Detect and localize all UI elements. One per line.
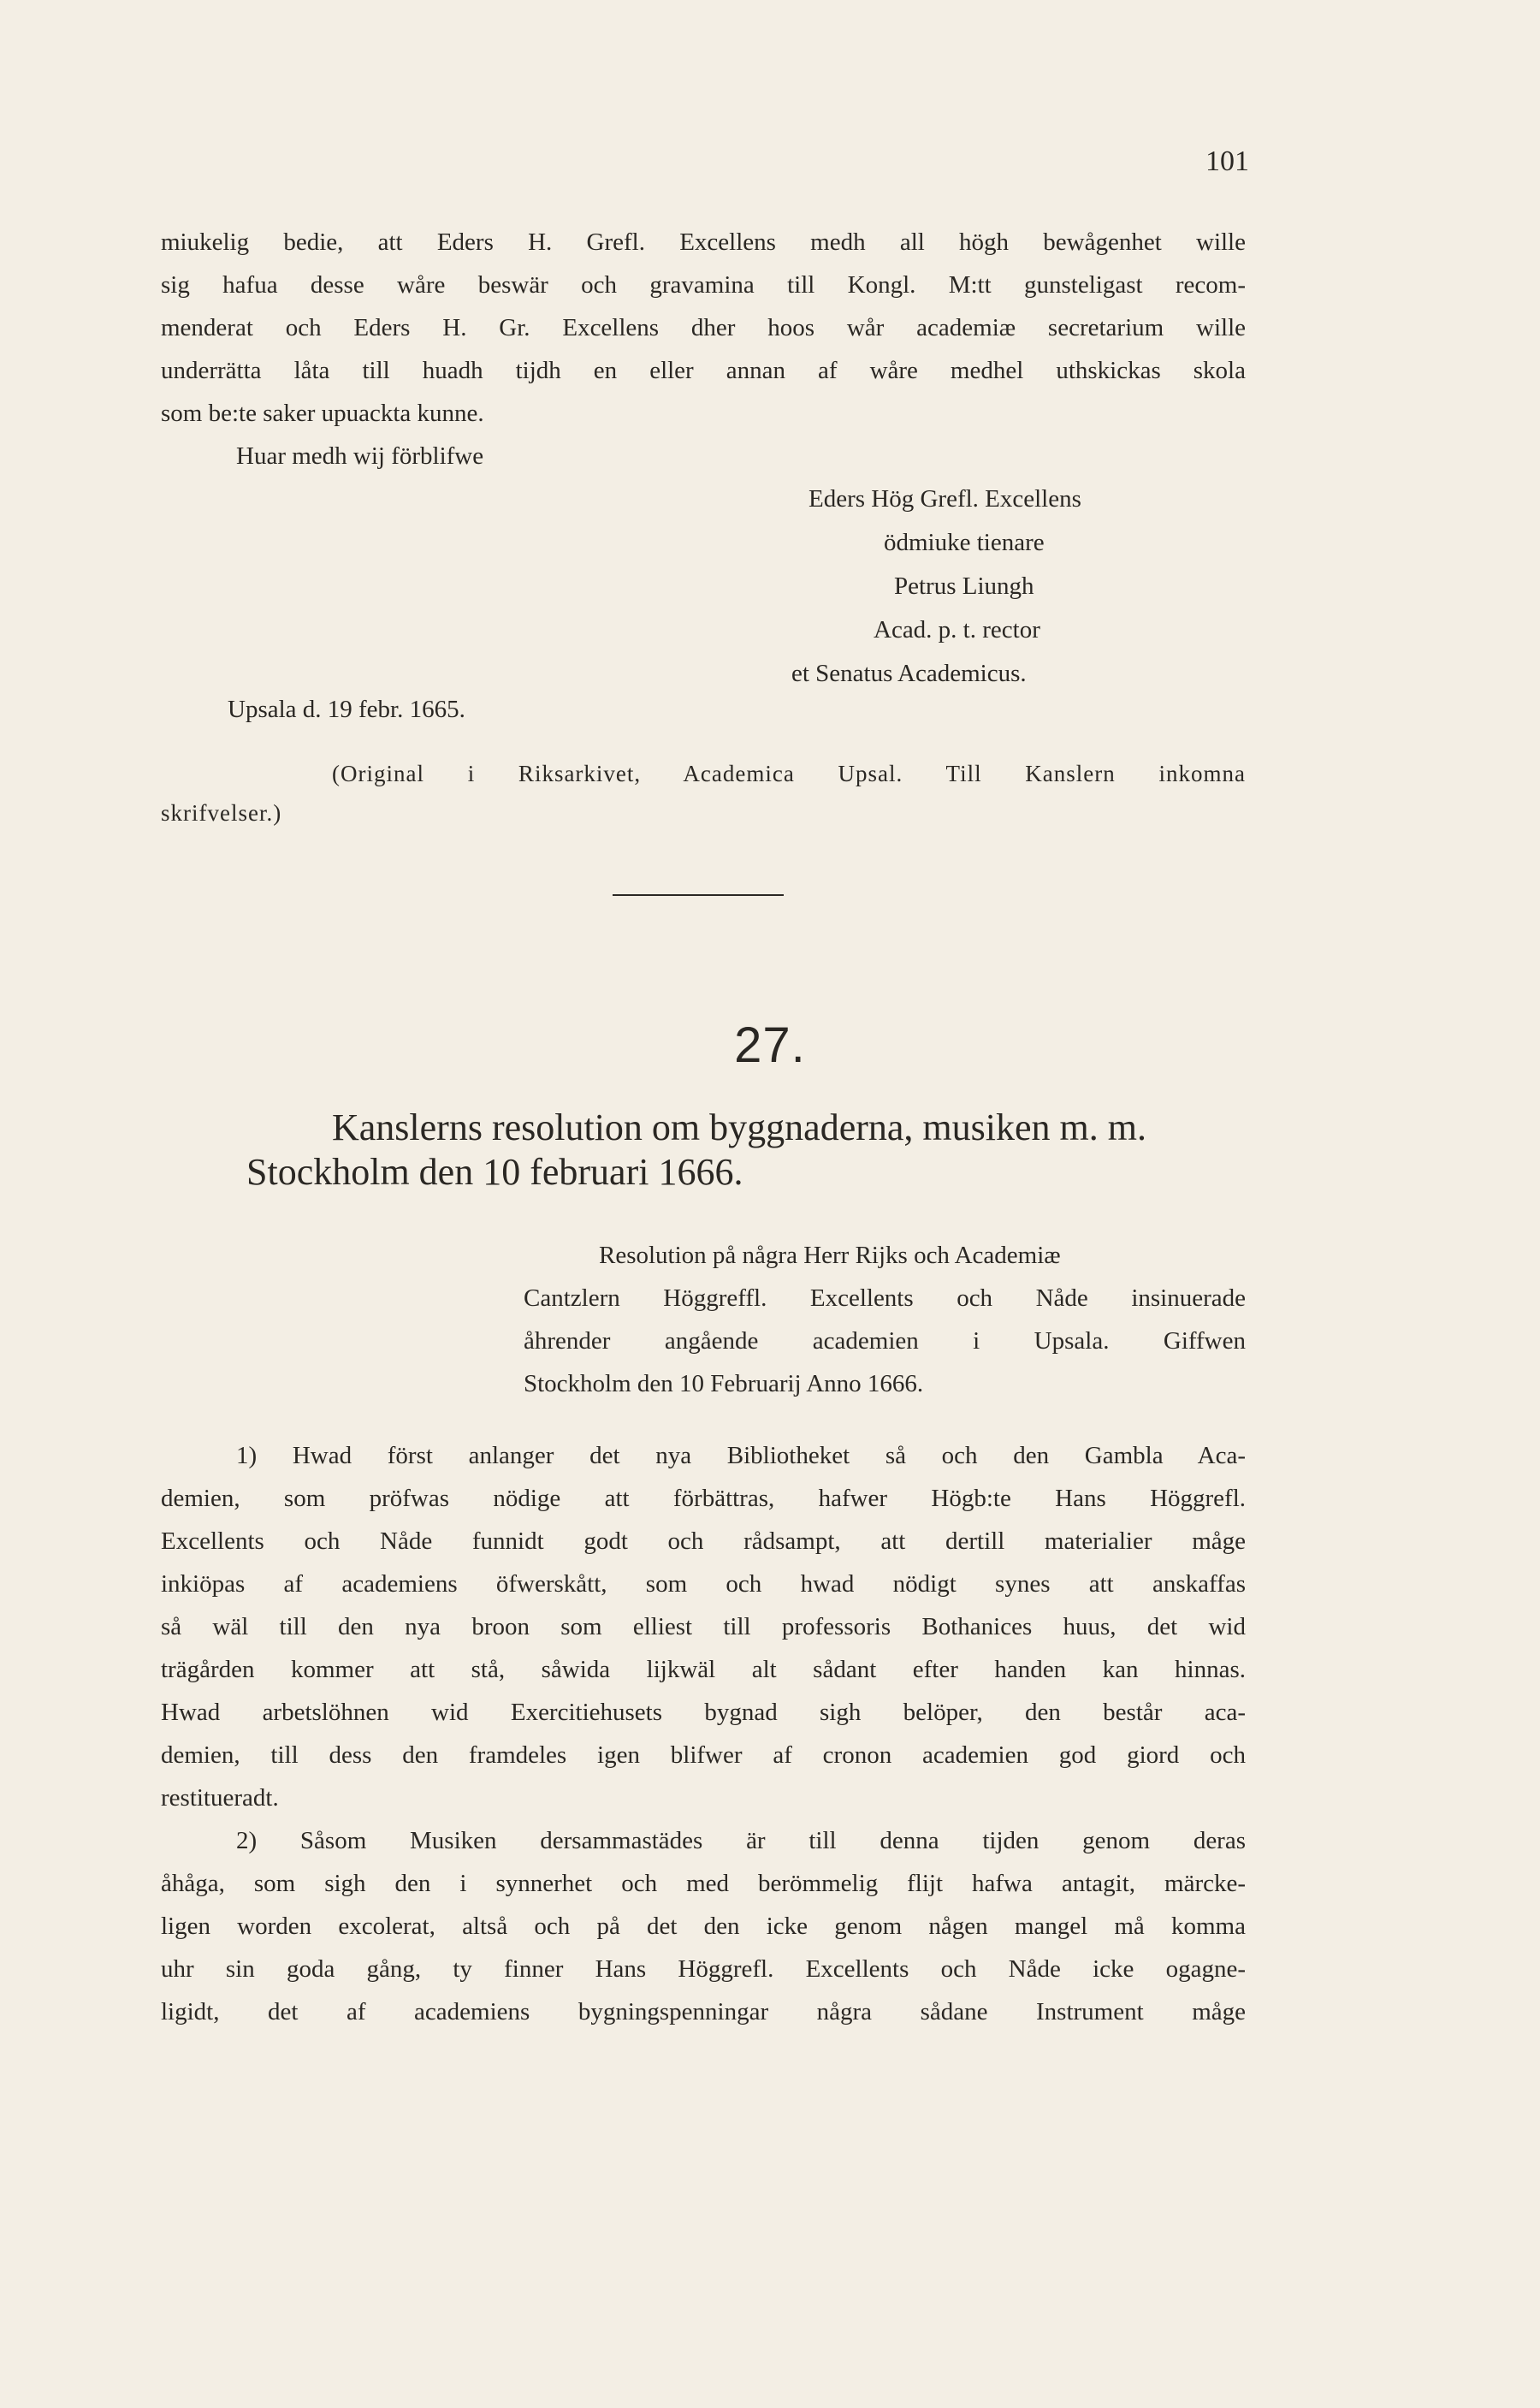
paragraph-2-line: ligidt, det af academiens bygningspenningar några sådane Instrument måge <box>161 1998 1246 2025</box>
text-line: underrätta låta till huadh tijdh en eller annan af wåre medhel uthskickas skola <box>161 357 1246 384</box>
title-line: Kanslerns resolution om byggnaderna, musiken m. m. <box>332 1106 1146 1148</box>
paragraph-1-line: trägården kommer att stå, såwida lijkwäl alt sådant efter handen kan hinnas. <box>161 1656 1246 1683</box>
headnote-line: Cantzlern Höggreffl. Excellents och Nåde insinuerade <box>524 1284 1246 1312</box>
signature-line: Eders Hög Grefl. Excellens <box>808 485 1081 513</box>
section-divider <box>613 894 784 896</box>
paragraph-1-line: demien, som pröfwas nödige att förbättras, hafwer Högb:te Hans Höggrefl. <box>161 1485 1246 1512</box>
signature-block <box>791 477 1081 696</box>
title-line: Stockholm den 10 februari 1666. <box>246 1151 743 1193</box>
paragraph-1-line: Hwad arbetslöhnen wid Exercitiehusets bygnad sigh belöper, den består aca- <box>161 1699 1246 1726</box>
document-title <box>246 1106 1246 1195</box>
paragraph-2-line: åhåga, som sigh den i synnerhet och med berömmelig flijt hafwa antagit, märcke- <box>161 1870 1246 1897</box>
headnote-line: åhrender angående academien i Upsala. Giffwen <box>524 1327 1246 1355</box>
resolution-body <box>161 1434 1246 2033</box>
headnote-line: Stockholm den 10 Februarij Anno 1666. <box>524 1370 924 1397</box>
place-date: Upsala d. 19 febr. 1665. <box>228 696 465 723</box>
headnote-line: Resolution på några Herr Rijks och Academiæ <box>599 1242 1061 1269</box>
paragraph-2-line: uhr sin goda gång, ty finner Hans Höggrefl. Excellents och Nåde icke ogagne- <box>161 1955 1246 1983</box>
paragraph-1-line: restitueradt. <box>161 1784 279 1812</box>
paragraph-1-line: demien, till dess den framdeles igen blifwer af cronon academien god giord och <box>161 1741 1246 1769</box>
closing-formula: Huar medh wij förblifwe <box>236 442 484 470</box>
text-line: som be:te saker upuackta kunne. <box>161 400 484 427</box>
paragraph-2-line: 2) Såsom Musiken dersammastädes är till denna tijden genom deras <box>236 1827 1246 1854</box>
text-line: sig hafua desse wåre beswär och gravamina till Kongl. M:tt gunsteligast recom- <box>161 271 1246 299</box>
signature-line: Acad. p. t. rector <box>874 616 1040 644</box>
paragraph-1-line: 1) Hwad först anlanger det nya Bibliotheket så och den Gambla Aca- <box>236 1442 1246 1469</box>
headnote <box>524 1234 1246 1405</box>
paragraph-1-line: inkiöpas af academiens öfwerskått, som och hwad nödigt synes att anskaffas <box>161 1570 1246 1598</box>
signature-line: et Senatus Academicus. <box>791 660 1027 687</box>
paragraph-2-line: ligen worden excolerat, altså och på det den icke genom någen mangel må komma <box>161 1913 1246 1940</box>
source-note <box>161 754 1246 833</box>
source-note-line: (Original i Riksarkivet, Academica Upsal. Till Kanslern inkomna <box>332 761 1246 786</box>
paragraph-1-line: så wäl till den nya broon som elliest till professoris Bothanices huus, det wid <box>161 1613 1246 1640</box>
signature-line: ödmiuke tienare <box>884 529 1045 556</box>
signature-line: Petrus Liungh <box>894 572 1034 600</box>
letter-closing-text <box>161 221 1246 477</box>
document-number: 27. <box>734 1017 806 1073</box>
paragraph-1-line: Excellents och Nåde funnidt godt och rådsampt, att dertill materialier måge <box>161 1527 1246 1555</box>
text-line: menderat och Eders H. Gr. Excellens dher hoos wår academiæ secretarium wille <box>161 314 1246 341</box>
source-note-line: skrifvelser.) <box>161 800 282 826</box>
text-line: miukelig bedie, att Eders H. Grefl. Excellens medh all högh bewågenhet wille <box>161 228 1246 256</box>
page-number: 101 <box>1205 145 1249 177</box>
